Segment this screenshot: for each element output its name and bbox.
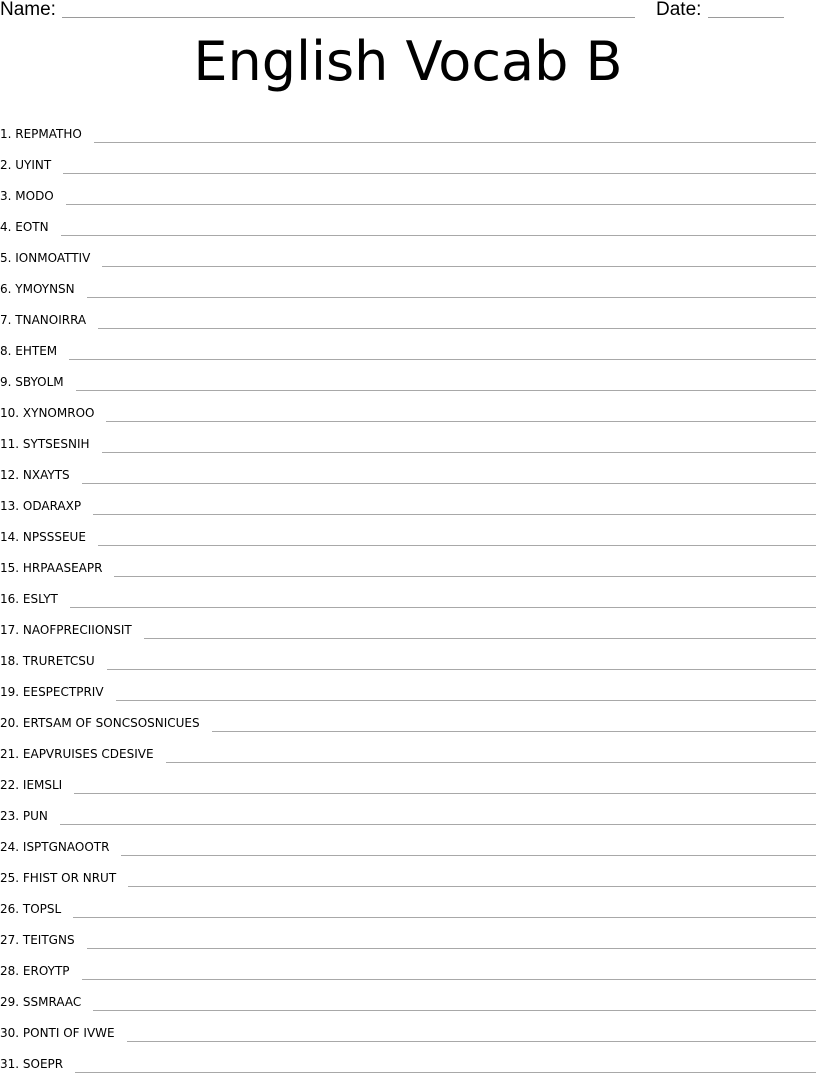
answer-line[interactable] xyxy=(69,358,816,360)
scrambled-word: 22. IEMSLI xyxy=(0,778,63,792)
scrambled-word: 6. YMOYNSN xyxy=(0,282,75,296)
answer-line[interactable] xyxy=(66,203,816,205)
answer-line[interactable] xyxy=(76,389,816,391)
header-row xyxy=(0,0,816,22)
list-item xyxy=(0,670,816,701)
answer-line[interactable] xyxy=(93,513,816,515)
list-item xyxy=(0,856,816,887)
answer-line[interactable] xyxy=(98,544,816,546)
list-item xyxy=(0,329,816,360)
list-item xyxy=(0,949,816,980)
answer-line[interactable] xyxy=(102,265,816,267)
answer-line[interactable] xyxy=(128,885,816,887)
list-item xyxy=(0,360,816,391)
list-item xyxy=(0,391,816,422)
answer-line[interactable] xyxy=(82,978,816,980)
scrambled-word: 17. NAOFPRECIIONSIT xyxy=(0,623,132,637)
scrambled-word: 20. ERTSAM OF SONCSOSNICUES xyxy=(0,716,200,730)
list-item xyxy=(0,267,816,298)
scrambled-word: 8. EHTEM xyxy=(0,344,58,358)
list-item xyxy=(0,608,816,639)
scrambled-word: 4. EOTN xyxy=(0,220,49,234)
scrambled-word: 16. ESLYT xyxy=(0,592,58,606)
list-item xyxy=(0,174,816,205)
list-item xyxy=(0,918,816,949)
list-item xyxy=(0,701,816,732)
scrambled-word: 25. FHIST OR NRUT xyxy=(0,871,117,885)
scrambled-word: 12. NXAYTS xyxy=(0,468,70,482)
list-item xyxy=(0,484,816,515)
answer-line[interactable] xyxy=(87,296,816,298)
list-item xyxy=(0,980,816,1011)
answer-line[interactable] xyxy=(74,792,816,794)
answer-line[interactable] xyxy=(61,234,816,236)
list-item xyxy=(0,825,816,856)
scrambled-word: 11. SYTSESNIH xyxy=(0,437,90,451)
list-item xyxy=(0,1011,816,1042)
answer-line[interactable] xyxy=(144,637,816,639)
date-label: Date: xyxy=(656,0,702,20)
answer-line[interactable] xyxy=(102,451,816,453)
answer-line[interactable] xyxy=(82,482,816,484)
list-item xyxy=(0,732,816,763)
date-answer-line[interactable] xyxy=(708,17,784,18)
scrambled-word: 30. PONTI OF IVWE xyxy=(0,1026,115,1040)
page-title: English Vocab B xyxy=(193,30,623,93)
list-item xyxy=(0,298,816,329)
scrambled-word: 14. NPSSSEUE xyxy=(0,530,86,544)
list-item xyxy=(0,515,816,546)
answer-line[interactable] xyxy=(70,606,816,608)
name-answer-line[interactable] xyxy=(62,17,635,18)
list-item xyxy=(0,112,816,143)
scrambled-word: 9. SBYOLM xyxy=(0,375,64,389)
scrambled-word: 13. ODARAXP xyxy=(0,499,82,513)
list-item xyxy=(0,422,816,453)
scrambled-word: 29. SSMRAAC xyxy=(0,995,82,1009)
list-item xyxy=(0,763,816,794)
answer-line[interactable] xyxy=(212,730,816,732)
list-item xyxy=(0,794,816,825)
list-item xyxy=(0,546,816,577)
scrambled-word: 10. XYNOMROO xyxy=(0,406,95,420)
scrambled-word: 24. ISPTGNAOOTR xyxy=(0,840,110,854)
scrambled-word: 26. TOPSL xyxy=(0,902,62,916)
list-item xyxy=(0,639,816,670)
list-item xyxy=(0,1042,816,1073)
scramble-list xyxy=(0,112,816,1073)
answer-line[interactable] xyxy=(107,668,816,670)
answer-line[interactable] xyxy=(116,699,816,701)
answer-line[interactable] xyxy=(114,575,816,577)
answer-line[interactable] xyxy=(60,823,816,825)
list-item xyxy=(0,205,816,236)
answer-line[interactable] xyxy=(106,420,816,422)
scrambled-word: 2. UYINT xyxy=(0,158,52,172)
scrambled-word: 21. EAPVRUISES CDESIVE xyxy=(0,747,154,761)
answer-line[interactable] xyxy=(63,172,816,174)
scrambled-word: 1. REPMATHO xyxy=(0,127,82,141)
scrambled-word: 18. TRURETCSU xyxy=(0,654,95,668)
answer-line[interactable] xyxy=(73,916,816,918)
list-item xyxy=(0,236,816,267)
scrambled-word: 27. TEITGNS xyxy=(0,933,75,947)
answer-line[interactable] xyxy=(166,761,816,763)
answer-line[interactable] xyxy=(98,327,816,329)
answer-line[interactable] xyxy=(87,947,816,949)
scrambled-word: 23. PUN xyxy=(0,809,48,823)
list-item xyxy=(0,577,816,608)
answer-line[interactable] xyxy=(93,1009,816,1011)
answer-line[interactable] xyxy=(121,854,816,856)
list-item xyxy=(0,143,816,174)
scrambled-word: 7. TNANOIRRA xyxy=(0,313,87,327)
scrambled-word: 15. HRPAASEAPR xyxy=(0,561,103,575)
list-item xyxy=(0,453,816,484)
list-item xyxy=(0,887,816,918)
scrambled-word: 31. SOEPR xyxy=(0,1057,64,1071)
scrambled-word: 3. MODO xyxy=(0,189,54,203)
scrambled-word: 5. IONMOATTIV xyxy=(0,251,91,265)
name-label: Name: xyxy=(0,0,56,20)
answer-line[interactable] xyxy=(127,1040,816,1042)
scrambled-word: 28. EROYTP xyxy=(0,964,70,978)
answer-line[interactable] xyxy=(94,141,816,143)
scrambled-word: 19. EESPECTPRIV xyxy=(0,685,104,699)
